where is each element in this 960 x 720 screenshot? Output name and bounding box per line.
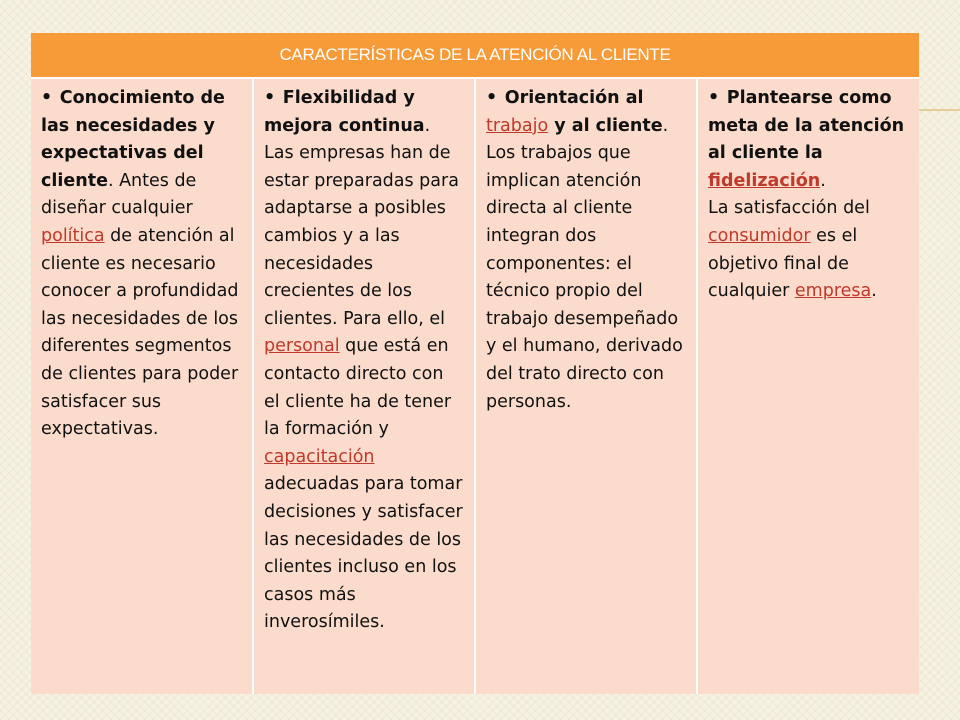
cell-title: Flexibilidad y mejora continua — [264, 88, 425, 136]
link-empresa[interactable]: empresa — [794, 281, 872, 302]
cell-conocimiento — [31, 78, 253, 694]
cell-title: y al cliente — [548, 115, 663, 136]
bullet-icon: • — [264, 88, 276, 108]
decorative-line — [918, 109, 960, 111]
cell-orientacion — [475, 78, 697, 694]
cell-text: es el objetivo final de cualquier — [708, 225, 858, 302]
cell-flexibilidad — [253, 78, 475, 694]
cell-text: . — [871, 281, 877, 302]
cell-text: . — [107, 170, 114, 191]
cell-text: Antes de diseñar cualquier — [41, 170, 197, 219]
link-politica[interactable]: política — [41, 225, 105, 246]
cell-text: Las empresas han de estar preparadas para adaptarse a posibles cambios y a las necesidades crecientes de los clientes. Para ello, el — [264, 143, 459, 329]
link-fidelizacion[interactable]: fidelización — [708, 170, 821, 191]
cell-text: que está en contacto directo con el cliente ha de tener la formación y — [264, 336, 452, 440]
table-header-row — [31, 33, 919, 78]
table-header: CARACTERÍSTICAS DE LA ATENCIÓN AL CLIENTE — [31, 33, 919, 78]
cell-title: Orientación al — [504, 88, 644, 108]
bullet-icon: • — [486, 88, 498, 108]
characteristics-table — [31, 33, 919, 694]
link-trabajo[interactable]: trabajo — [486, 115, 549, 136]
cell-text: . — [424, 115, 431, 136]
cell-title: Plantearse como meta de la atención al cliente la — [708, 88, 905, 164]
bullet-icon: • — [708, 88, 720, 108]
cell-text: de atención al cliente es necesario conocer a profundidad las necesidades de los diferentes segmentos de clientes para poder satisfacer sus expectativas. — [41, 225, 239, 440]
cell-text: La satisfacción del — [708, 198, 870, 219]
cell-meta — [697, 78, 919, 694]
cell-title: Conocimiento de las necesidades y expectativas del cliente — [41, 88, 225, 191]
cell-text: . — [820, 170, 826, 191]
table-row — [31, 78, 919, 694]
link-consumidor[interactable]: consumidor — [708, 225, 811, 246]
link-capacitacion[interactable]: capacitación — [264, 446, 375, 467]
cell-text: Los trabajos que implican atención directa al cliente integran dos componentes: el técnico propio del trabajo desempeñado y el humano, derivado del trato directo con personas. — [486, 143, 683, 412]
link-personal[interactable]: personal — [264, 336, 340, 357]
cell-text: . — [662, 115, 669, 136]
bullet-icon: • — [41, 88, 53, 108]
cell-text: adecuadas para tomar decisiones y satisfacer las necesidades de los clientes incluso en los casos más inverosímiles. — [264, 474, 463, 633]
